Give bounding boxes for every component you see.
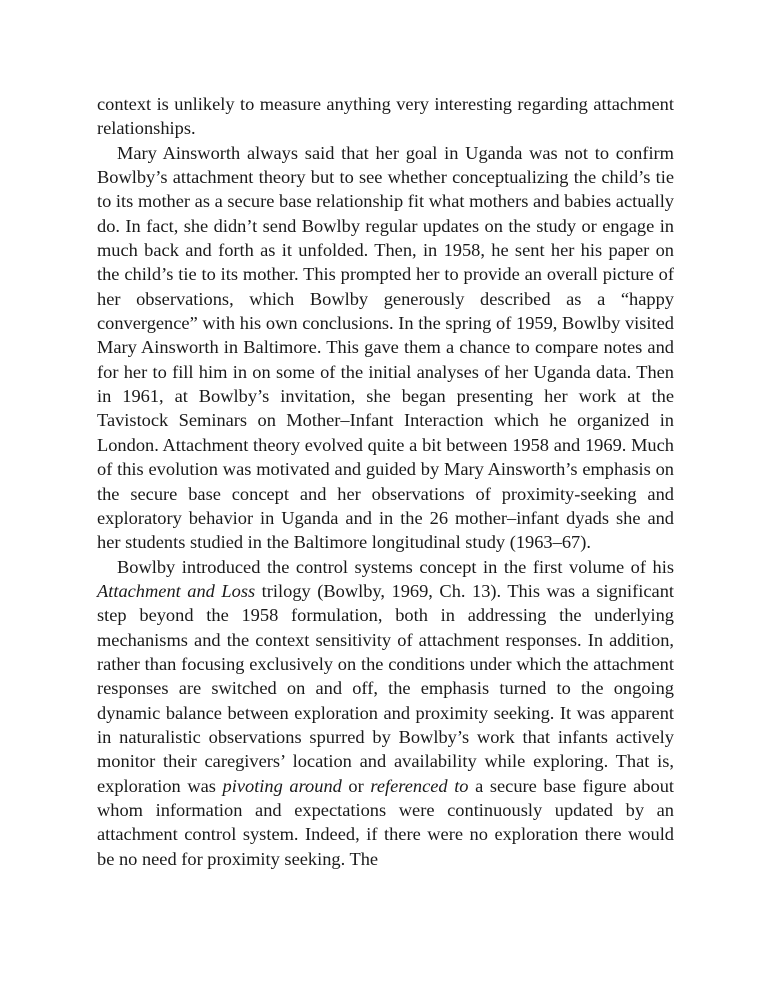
paragraph-2-text: Mary Ainsworth always said that her goal in Uganda was not to confirm Bowlby’s attachment theory but to see whether conceptualizing the child’s tie to its mother as a secure base relationship fit what mothers and babies actually do. In fact, she didn’t send Bowlby regular updates on the study or engage in much back and forth as it unfolded. Then, in 1958, he sent her his paper on the child’s tie to its mother. This prompted her to provide an overall picture of her observations, which Bowlby generously described as a “happy convergence” with his own conclusions. In the spring of 1959, Bowlby visited Mary Ainsworth in Baltimore. This gave them a chance to compare notes and for her to fill him in on some of the initial analyses of her Uganda data. Then in 1961, at Bowlby’s invitation, she began presenting her work at the Tavistock Seminars on Mother–Infant Interaction which he organized in London. Attachment theory evolved quite a bit between 1958 and 1969. Much of this evolution was motivated and guided by Mary Ainsworth’s emphasis on the secure base concept and her observations of proximity-seeking and exploratory behavior in Uganda and in the 26 mother–infant dyads she and her students studied in the Baltimore longitudinal study (1963–67). [97,142,674,553]
book-title-italic: Attachment and Loss [97,580,256,601]
paragraph-3-run-1: Bowlby introduced the control systems concept in the first volume of his [117,556,674,577]
paragraph-3-run-3: trilogy (Bowlby, 1969, Ch. 13). This was a significant step beyond the 1958 formulation, both in addressing the underlying mechanisms and the context sensitivity of attachment responses. In addition, rather than focusing exclusively on the conditions under which the attachment responses are switched on and off, the emphasis turned to the ongoing dynamic balance between exploration and proximity seeking. It was apparent in naturalistic observations spurred by Bowlby’s work that infants actively monitor their caregivers’ location and availability while exploring. That is, exploration was [97,580,674,796]
paragraph-1-text: context is unlikely to measure anything very interesting regarding attachment relationships. [97,94,674,139]
body-text [97,92,674,871]
paragraph-3-run-7: a secure base figure about whom information and expectations were continuously updated by an attachment control system. Indeed, if there were no exploration there would be no need for proximity seeking. The [97,775,674,869]
pivoting-around-italic: pivoting around [222,775,342,796]
paragraph-2 [97,141,674,555]
paragraph-3-run-5: or [341,775,371,796]
paragraph-1 [97,92,674,141]
paragraph-3 [97,555,674,871]
referenced-to-italic: referenced to [370,775,469,796]
